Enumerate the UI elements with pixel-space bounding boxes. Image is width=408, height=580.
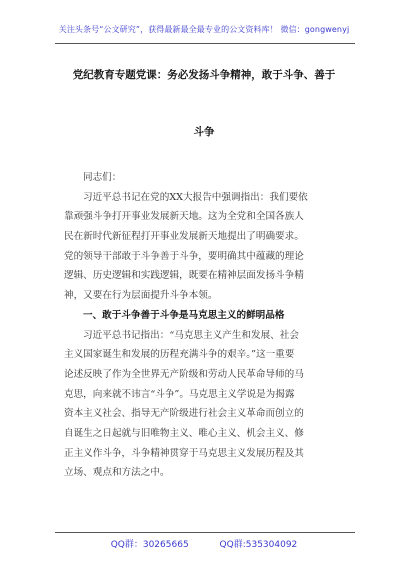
header-banner: 关注头条号“公文研究”，获得最新最全最专业的公文资料库！ 微信：gongwenyj — [58, 25, 350, 34]
paragraph-line: 立场、观点和方法之中。 — [64, 467, 170, 479]
paragraph-line: 资本主义社会、指导无产阶级进行社会主义革命而创立的 — [64, 408, 304, 420]
document-title-line-2: 斗争 — [193, 126, 215, 138]
paragraph-line: 逻辑、历史逻辑和实践逻辑，既要在精神层面发扬斗争精 — [64, 270, 304, 282]
footer — [0, 537, 408, 550]
paragraph-line: 正主义作斗争，斗争精神贯穿于马克思主义发展历程及其 — [64, 447, 304, 459]
paragraph-line: 主义国家诞生和发展的历程充满斗争的艰辛。”这一重要 — [64, 349, 295, 361]
footer-divider — [55, 532, 355, 533]
paragraph-line: 克思，向来就不讳言“斗争”。马克思主义学说是为揭露 — [64, 388, 295, 400]
paragraph-line: 靠顽强斗争打开事业发展新天地。这为全党和全国各族人 — [64, 211, 304, 223]
paragraph-line: 习近平总书记在党的XX大报告中强调指出：我们要依 — [83, 191, 308, 203]
document-title-line-1: 党纪教育专题党课：务必发扬斗争精神，敢于斗争、善于 — [72, 69, 336, 81]
header-divider — [55, 43, 355, 44]
salutation: 同志们： — [83, 172, 122, 183]
footer-qq-group-2: QQ群:535304092 — [219, 540, 298, 550]
document-body — [64, 168, 348, 483]
paragraph-line: 论述反映了作为全世界无产阶级和劳动人民革命导师的马 — [64, 368, 304, 380]
paragraph-line: 习近平总书记指出：“马克思主义产生和发展、社会 — [83, 329, 299, 341]
paragraph-line: 神，又要在行为层面提升斗争本领。 — [64, 290, 218, 302]
section-heading: 一、敢于斗争善于斗争是马克思主义的鲜明品格 — [83, 309, 285, 321]
paragraph-line: 民在新时代新征程打开事业发展新天地提出了明确要求。 — [64, 231, 304, 243]
footer-qq-group-1: QQ群：30265665 — [110, 540, 189, 550]
paragraph-line: 自诞生之日起就与旧唯物主义、唯心主义、机会主义、修 — [64, 427, 304, 439]
paragraph-line: 党的领导干部敢于斗争善于斗争，要明确其中蕴藏的理论 — [64, 250, 304, 262]
